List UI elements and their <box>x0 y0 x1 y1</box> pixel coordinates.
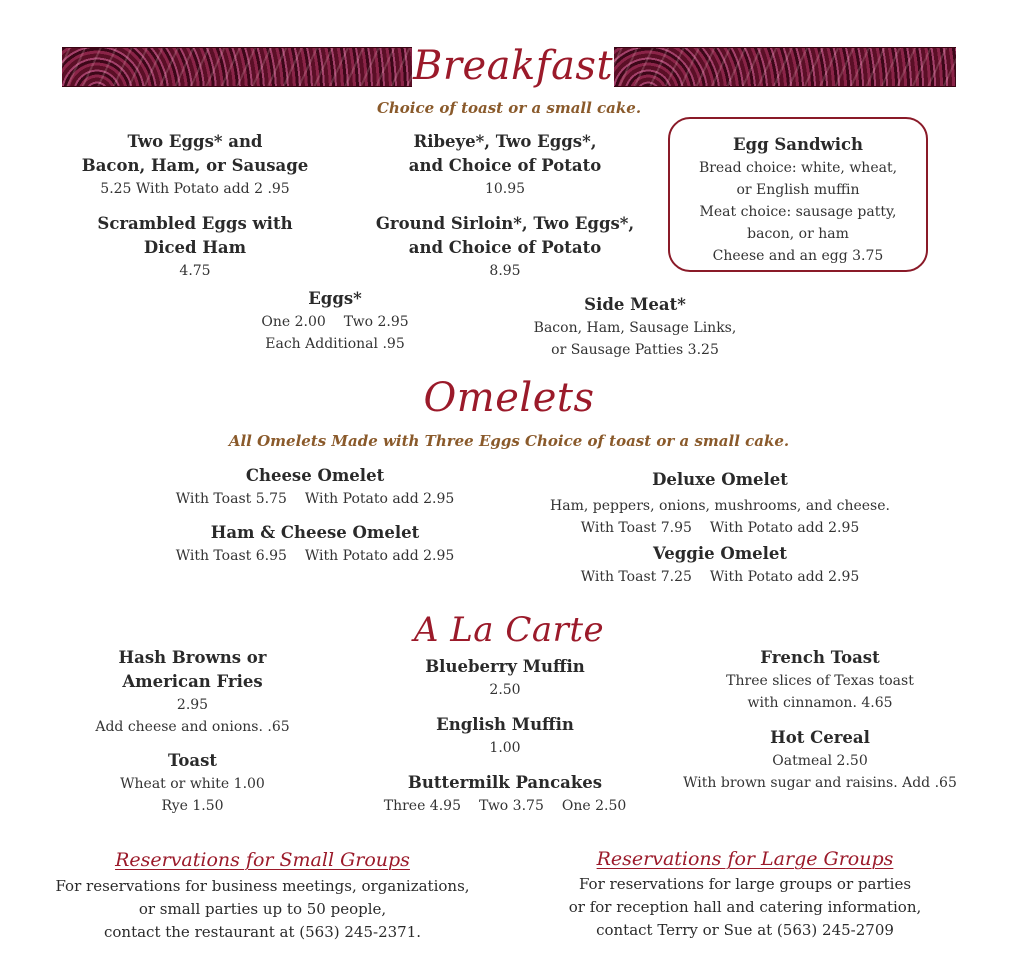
item-price: 4.75 <box>179 263 211 279</box>
menu-item-english-muffin <box>340 713 670 759</box>
omelets-subheading: All Omelets Made with Three Eggs Choice of toast or a small cake. <box>228 432 790 450</box>
item-price: Two 3.75 <box>478 798 544 814</box>
menu-item-ham-cheese-omelet <box>130 521 500 567</box>
item-price-row <box>130 488 500 510</box>
menu-item-two-eggs <box>60 130 330 200</box>
item-price: Each Additional .95 <box>265 336 405 352</box>
item-price-row <box>320 795 690 817</box>
item-detail: Bread choice: white, wheat, <box>698 160 898 176</box>
menu-item-eggs <box>215 287 455 355</box>
item-title: Hot Cereal <box>770 728 870 747</box>
item-detail: or English muffin <box>736 182 860 198</box>
menu-item-blueberry-muffin <box>340 655 670 701</box>
item-price: With brown sugar and raisins. Add .65 <box>683 775 957 791</box>
item-detail: Three slices of Texas toast <box>726 673 914 689</box>
breakfast-heading: Breakfast <box>412 43 614 89</box>
reservations-phone: contact the restaurant at (563) 245-2371. <box>103 923 422 941</box>
reservations-text: For reservations for large groups or parties <box>578 875 912 893</box>
item-price: With Toast 6.95 <box>175 548 287 564</box>
item-price: Cheese and an egg 3.75 <box>712 248 884 264</box>
reservations-large-groups <box>535 845 955 942</box>
item-price: With Potato add 2.95 <box>304 491 455 507</box>
item-title: Eggs* <box>308 289 362 308</box>
menu-item-cheese-omelet <box>130 464 500 510</box>
item-price: 2.50 <box>489 682 521 698</box>
item-title: American Fries <box>122 672 263 691</box>
reservations-text: For reservations for business meetings, organizations, <box>55 877 470 895</box>
reservations-phone: contact Terry or Sue at (563) 245-2709 <box>596 921 894 939</box>
decorative-band-left <box>62 47 412 87</box>
menu-item-toast <box>60 749 325 817</box>
item-price: with cinnamon. 4.65 <box>747 695 893 711</box>
item-price: With Toast 5.75 <box>175 491 287 507</box>
item-title: and Choice of Potato <box>408 156 602 175</box>
menu-item-hot-cereal <box>670 726 970 794</box>
menu-item-buttermilk-pancakes <box>320 771 690 817</box>
egg-sandwich-box <box>668 117 928 272</box>
menu-item-ground-sirloin <box>350 212 660 282</box>
item-detail: Bacon, Ham, Sausage Links, <box>533 320 737 336</box>
item-price: With Potato add 2.95 <box>709 520 860 536</box>
item-price: With Toast 7.95 <box>580 520 692 536</box>
menu-item-deluxe-omelet <box>530 468 910 539</box>
item-detail: Add cheese and onions. .65 <box>95 719 290 735</box>
item-price-row <box>215 311 455 333</box>
item-price: 5.25 With Potato add 2 .95 <box>100 181 290 197</box>
item-title: Ribeye*, Two Eggs*, <box>413 132 597 151</box>
item-title: Two Eggs* and <box>127 132 263 151</box>
item-title: Diced Ham <box>143 238 247 257</box>
item-title: English Muffin <box>436 715 574 734</box>
item-price: 10.95 <box>484 181 526 197</box>
alacarte-heading: A La Carte <box>413 610 605 650</box>
item-price: 1.00 <box>489 740 521 756</box>
item-price: With Potato add 2.95 <box>709 569 860 585</box>
item-price: Oatmeal 2.50 <box>772 753 868 769</box>
item-detail: bacon, or ham <box>747 226 849 242</box>
item-detail: Meat choice: sausage patty, <box>699 204 897 220</box>
item-price: or Sausage Patties 3.25 <box>551 342 719 358</box>
menu-item-veggie-omelet <box>530 542 910 588</box>
omelets-heading: Omelets <box>423 375 595 421</box>
item-title: Cheese Omelet <box>245 466 385 485</box>
item-title: and Choice of Potato <box>408 238 602 257</box>
item-price: Wheat or white 1.00 <box>120 776 265 792</box>
item-price-row <box>530 517 910 539</box>
item-title: Deluxe Omelet <box>652 470 788 489</box>
item-title: Bacon, Ham, or Sausage <box>81 156 309 175</box>
item-title: French Toast <box>760 648 880 667</box>
item-price: One 2.00 <box>261 314 326 330</box>
menu-item-scrambled-eggs <box>60 212 330 282</box>
reservations-title: Reservations for Small Groups <box>115 849 410 871</box>
item-price-row <box>530 566 910 588</box>
decorative-band-right <box>614 47 956 87</box>
reservations-text: or for reception hall and catering information, <box>568 898 922 916</box>
reservations-small-groups <box>40 845 485 944</box>
breakfast-subheading: Choice of toast or a small cake. <box>376 99 642 117</box>
item-title: Scrambled Eggs with <box>97 214 293 233</box>
reservations-title: Reservations for Large Groups <box>596 848 894 870</box>
item-title: Hash Browns or <box>118 648 267 667</box>
menu-item-side-meat <box>505 293 765 361</box>
item-price: 8.95 <box>489 263 521 279</box>
reservations-text: or small parties up to 50 people, <box>138 900 387 918</box>
item-price: With Toast 7.25 <box>580 569 692 585</box>
menu-item-french-toast <box>670 646 970 714</box>
item-price: 2.95 <box>176 697 209 713</box>
item-price-row <box>130 545 500 567</box>
item-price: With Potato add 2.95 <box>304 548 455 564</box>
item-title: Blueberry Muffin <box>425 657 585 676</box>
menu-item-hash-browns <box>60 646 325 738</box>
item-title: Buttermilk Pancakes <box>407 773 603 792</box>
menu-item-ribeye <box>350 130 660 200</box>
item-title: Ground Sirloin*, Two Eggs*, <box>375 214 635 233</box>
item-title: Side Meat* <box>584 295 686 314</box>
item-title: Ham & Cheese Omelet <box>210 523 420 542</box>
item-price: Two 2.95 <box>343 314 409 330</box>
item-price: One 2.50 <box>561 798 627 814</box>
item-title: Veggie Omelet <box>652 544 788 563</box>
item-title: Egg Sandwich <box>732 135 864 154</box>
item-title: Toast <box>168 751 217 770</box>
item-price: Three 4.95 <box>383 798 461 814</box>
item-detail: Ham, peppers, onions, mushrooms, and cheese. <box>550 498 890 514</box>
item-price: Rye 1.50 <box>161 798 224 814</box>
